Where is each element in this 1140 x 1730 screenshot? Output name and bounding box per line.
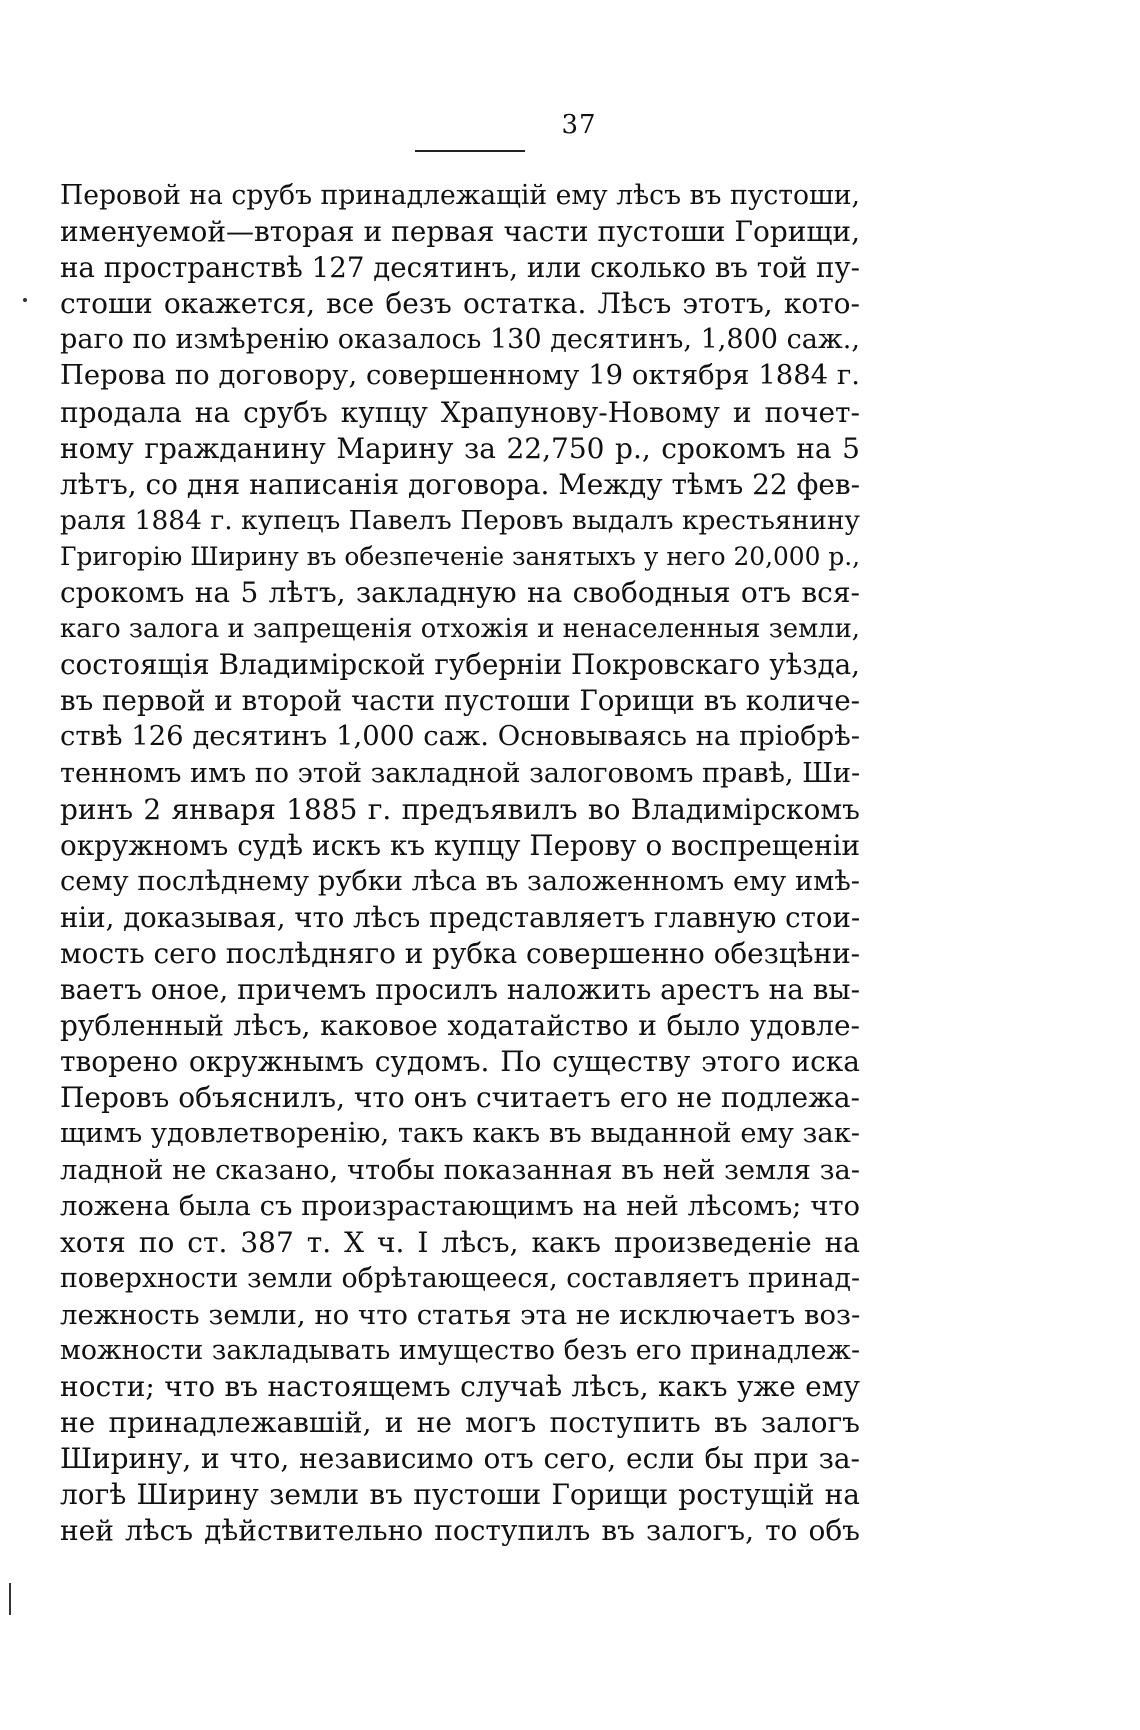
text-line: тенномъ имъ по этой закладной залоговомъ правѣ, Ши-: [60, 757, 860, 789]
text-line: не принадлежавшій, и не могъ поступить въ залогъ: [60, 1406, 860, 1440]
text-line: логѣ Ширину земли въ пустоши Горищи ростущій на: [60, 1478, 860, 1512]
margin-dot-mark: [23, 298, 27, 302]
text-line: лежность земли, но что статья эта не исключаетъ воз-: [60, 1298, 860, 1331]
text-line: въ первой и второй части пустоши Горищи въ количе-: [60, 684, 860, 718]
text-line: поверхности земли обрѣтающееся, составляетъ принад-: [60, 1262, 860, 1294]
text-line: Перовой на срубъ принадлежащій ему лѣсъ въ пустоши,: [60, 180, 860, 211]
text-line: Григорію Ширину въ обезпеченіе занятыхъ у него 20,000 р.,: [60, 541, 860, 571]
text-line: ней лѣсъ дѣйствительно поступилъ въ залогъ, то объ: [60, 1514, 860, 1548]
text-line: ложена была съ произрастающимъ на ней лѣсомъ; что: [60, 1190, 860, 1222]
text-line: творено окружнымъ судомъ. По существу этого иска: [60, 1045, 860, 1079]
text-line: Перовъ объяснилъ, что онъ считаетъ его не подлежа-: [60, 1081, 860, 1115]
text-line: продала на срубъ купцу Храпунову-Новому и почет-: [60, 395, 860, 429]
text-line: ности; что въ настоящемъ случаѣ лѣсъ, какъ уже ему: [60, 1370, 860, 1404]
text-line: ствѣ 126 десятинъ 1,000 саж. Основываясь на пріобрѣ-: [60, 721, 860, 753]
text-line: сему послѣднему рубки лѣса въ заложенномъ ему имѣ-: [60, 865, 860, 897]
text-line: окружномъ судѣ искъ къ купцу Перову о воспрещеніи: [60, 828, 860, 862]
text-line: на пространствѣ 127 десятинъ, или сколько въ той пу-: [60, 251, 860, 285]
text-line: можности закладывать имущество безъ его принадлеж-: [60, 1335, 860, 1366]
text-line: лѣтъ, со дня написанія договора. Между тѣмъ 22 фев-: [60, 467, 860, 501]
text-line: срокомъ на 5 лѣтъ, закладную на свободныя отъ вся-: [60, 576, 860, 610]
text-line: раля 1884 г. купецъ Павелъ Перовъ выдалъ крестьянину: [60, 504, 860, 536]
scan-edge-mark: [9, 1583, 11, 1615]
page-number: 37: [561, 110, 597, 140]
text-line: раго по измѣренію оказалось 130 десятинъ, 1,800 саж.,: [60, 324, 860, 356]
text-line: ринъ 2 января 1885 г. предъявилъ во Владимірскомъ: [60, 792, 860, 826]
page-number-rule: [415, 150, 525, 152]
text-line: состоящія Владимірской губерніи Покровскаго уѣзда,: [60, 648, 860, 682]
text-line: мость сего послѣдняго и рубка совершенно обезцѣни-: [60, 936, 860, 970]
text-line: именуемой—вторая и первая части пустоши Горищи,: [60, 215, 860, 249]
text-line: ваетъ оное, причемъ просилъ наложить арестъ на вы-: [60, 973, 860, 1007]
text-line: щимъ удовлетворенію, такъ какъ въ выданной ему зак-: [60, 1118, 860, 1150]
text-line: рубленный лѣсъ, каковое ходатайство и было удовле-: [60, 1009, 860, 1043]
text-line: стоши окажется, все безъ остатка. Лѣсъ этотъ, кото-: [60, 287, 860, 321]
body-text: [60, 178, 860, 1550]
text-line: ладной не сказано, чтобы показанная въ ней земля за-: [60, 1154, 860, 1186]
text-line: Перова по договору, совершенному 19 октября 1884 г.: [60, 360, 860, 392]
text-line: хотя по ст. 387 т. X ч. I лѣсъ, какъ произведеніе на: [60, 1225, 860, 1259]
text-line: ному гражданину Марину за 22,750 р., срокомъ на 5: [60, 431, 860, 465]
text-line: Ширину, и что, независимо отъ сего, если бы при за-: [60, 1442, 860, 1476]
text-line: ніи, доказывая, что лѣсъ представляетъ главную стои-: [60, 900, 860, 934]
text-line: каго залога и запрещенія отхожія и ненаселенныя земли,: [60, 614, 860, 645]
